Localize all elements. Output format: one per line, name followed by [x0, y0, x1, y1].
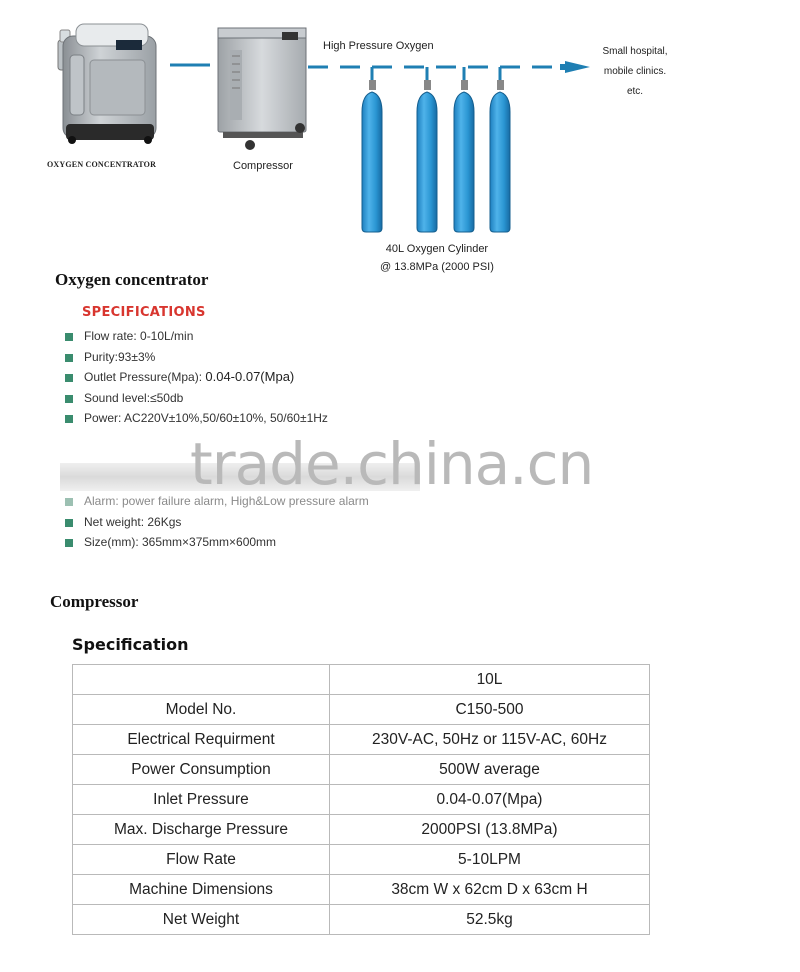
table-cell: Max. Discharge Pressure: [73, 815, 330, 845]
table-cell: C150-500: [330, 695, 650, 725]
table-cell: Machine Dimensions: [73, 875, 330, 905]
table-cell: 230V-AC, 50Hz or 115V-AC, 60Hz: [330, 725, 650, 755]
spec-item-outlet-pressure: Outlet Pressure(Mpa): 0.04-0.07(Mpa): [65, 367, 328, 388]
spec-item-power: Power: AC220V±10%,50/60±10%, 50/60±1Hz: [65, 408, 328, 429]
pipe-caption: High Pressure Oxygen: [323, 40, 434, 52]
concentrator-spec-list-lower: [65, 491, 369, 553]
table-cell: [73, 665, 330, 695]
process-diagram: [0, 0, 800, 273]
watermark: trade.china.cn: [190, 430, 594, 498]
square-bullet-icon: [65, 519, 73, 527]
table-row: [73, 695, 650, 725]
table-cell: Power Consumption: [73, 755, 330, 785]
spec-item-purity: Purity:93±3%: [65, 347, 328, 368]
concentrator-section-title: Oxygen concentrator: [55, 270, 209, 289]
oxygen-concentrator-illustration: [58, 24, 156, 144]
table-cell: 5-10LPM: [330, 845, 650, 875]
table-row: [73, 755, 650, 785]
destination-caption: [592, 42, 678, 102]
compressor-caption: Compressor: [233, 160, 293, 172]
concentrator-spec-heading: SPECIFICATIONS: [82, 305, 206, 320]
square-bullet-icon: [65, 354, 73, 362]
table-row: [73, 665, 650, 695]
compressor-spec-table: [72, 664, 650, 935]
table-row: [73, 725, 650, 755]
square-bullet-icon: [65, 395, 73, 403]
destination-line-2: mobile clinics.: [603, 66, 667, 77]
spec-item-flow-rate: Flow rate: 0-10L/min: [65, 326, 328, 347]
table-cell: Model No.: [73, 695, 330, 725]
table-cell: 10L: [330, 665, 650, 695]
oxygen-cylinders-illustration: [362, 80, 510, 232]
cylinder-caption: [380, 240, 494, 276]
spec-item-sound-level: Sound level:≤50db: [65, 388, 328, 409]
square-bullet-icon: [65, 498, 73, 506]
table-cell: Flow Rate: [73, 845, 330, 875]
table-cell: Net Weight: [73, 905, 330, 935]
destination-line-3: etc.: [626, 86, 644, 97]
table-row: [73, 845, 650, 875]
spec-item-net-weight: Net weight: 26Kgs: [65, 512, 369, 533]
table-cell: 2000PSI (13.8MPa): [330, 815, 650, 845]
table-row: [73, 875, 650, 905]
table-cell: 52.5kg: [330, 905, 650, 935]
cylinder-caption-line-2: @ 13.8MPa (2000 PSI): [380, 261, 494, 273]
table-row: [73, 815, 650, 845]
table-cell: Inlet Pressure: [73, 785, 330, 815]
spec-item-size: Size(mm): 365mm×375mm×600mm: [65, 532, 369, 553]
table-cell: 0.04-0.07(Mpa): [330, 785, 650, 815]
table-row: [73, 785, 650, 815]
compressor-section-title: Compressor: [50, 592, 139, 611]
square-bullet-icon: [65, 333, 73, 341]
table-cell: Electrical Requirment: [73, 725, 330, 755]
table-cell: 500W average: [330, 755, 650, 785]
table-cell: 38cm W x 62cm D x 63cm H: [330, 875, 650, 905]
compressor-spec-heading: Specification: [72, 635, 189, 654]
cylinder-caption-line-1: 40L Oxygen Cylinder: [385, 243, 489, 255]
concentrator-spec-list: [65, 326, 328, 429]
square-bullet-icon: [65, 539, 73, 547]
square-bullet-icon: [65, 415, 73, 423]
table-row: [73, 905, 650, 935]
spec-item-alarm: Alarm: power failure alarm, High&Low pressure alarm: [65, 491, 369, 512]
concentrator-caption: OXYGEN CONCENTRATOR: [47, 160, 157, 169]
compressor-illustration: [218, 28, 306, 150]
square-bullet-icon: [65, 374, 73, 382]
destination-line-1: Small hospital,: [602, 46, 668, 57]
